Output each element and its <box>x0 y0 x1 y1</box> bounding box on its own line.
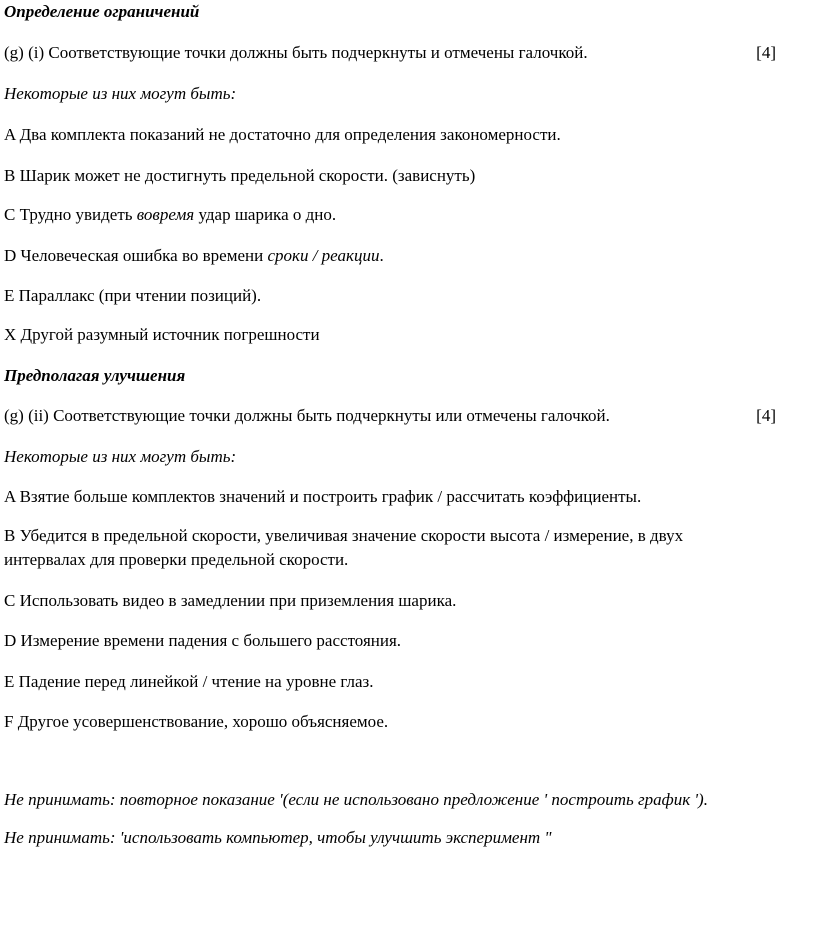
limitation-item-c <box>4 205 796 225</box>
improvement-item-d: D Измерение времени падения с большего расстояния. <box>4 631 402 650</box>
limitation-item-x: X Другой разумный источник погрешности <box>4 325 320 344</box>
limitations-instruction-row <box>4 43 796 63</box>
limitations-instruction: (g) (i) Соответствующие точки должны быть подчеркнуты и отмечены галочкой. <box>4 43 588 62</box>
reject-note-2: Не принимать: 'использовать компьютер, чтобы улучшить эксперимент " <box>4 828 552 847</box>
improvement-item-f: F Другое усовершенствование, хорошо объясняемое. <box>4 712 389 731</box>
improvements-heading: Предполагая улучшения <box>4 366 186 385</box>
improvements-intro: Некоторые из них могут быть: <box>4 447 237 466</box>
limitations-intro: Некоторые из них могут быть: <box>4 84 237 103</box>
limitation-item-c-tail: удар шарика о дно. <box>194 205 337 224</box>
improvement-item-b: B Убедится в предельной скорости, увеличивая значение скорости высота / измерение, в двух интервалах для проверки предельной скорости. <box>4 526 684 569</box>
improvements-marks: [4] <box>756 406 776 425</box>
limitation-item-b: B Шарик может не достигнуть предельной скорости. (зависнуть) <box>4 166 476 185</box>
limitations-marks: [4] <box>756 43 776 62</box>
improvement-item-e: E Падение перед линейкой / чтение на уровне глаз. <box>4 672 374 691</box>
limitation-item-a: A Два комплекта показаний не достаточно для определения закономерности. <box>4 125 561 144</box>
limitation-item-d-tail: . <box>379 246 384 265</box>
limitation-item-c-emphasis: вовремя <box>136 205 195 224</box>
limitation-item-d-emphasis: сроки / реакции <box>267 246 380 265</box>
limitation-item-d-text: D Человеческая ошибка во времени <box>4 246 268 265</box>
improvement-item-c: C Использовать видео в замедлении при приземления шарика. <box>4 591 457 610</box>
limitation-item-d <box>4 246 796 266</box>
limitation-item-e: E Параллакс (при чтении позиций). <box>4 286 262 305</box>
improvements-instruction-row <box>4 406 796 426</box>
limitations-heading: Определение ограничений <box>4 2 200 21</box>
reject-note-1: Не принимать: повторное показание '(если не использовано предложение ' построить график '). <box>4 790 708 809</box>
improvements-instruction: (g) (ii) Соответствующие точки должны быть подчеркнуты или отмечены галочкой. <box>4 406 610 425</box>
limitation-item-c-text: C Трудно увидеть <box>4 205 137 224</box>
improvement-item-a: A Взятие больше комплектов значений и построить график / рассчитать коэффициенты. <box>4 487 642 506</box>
